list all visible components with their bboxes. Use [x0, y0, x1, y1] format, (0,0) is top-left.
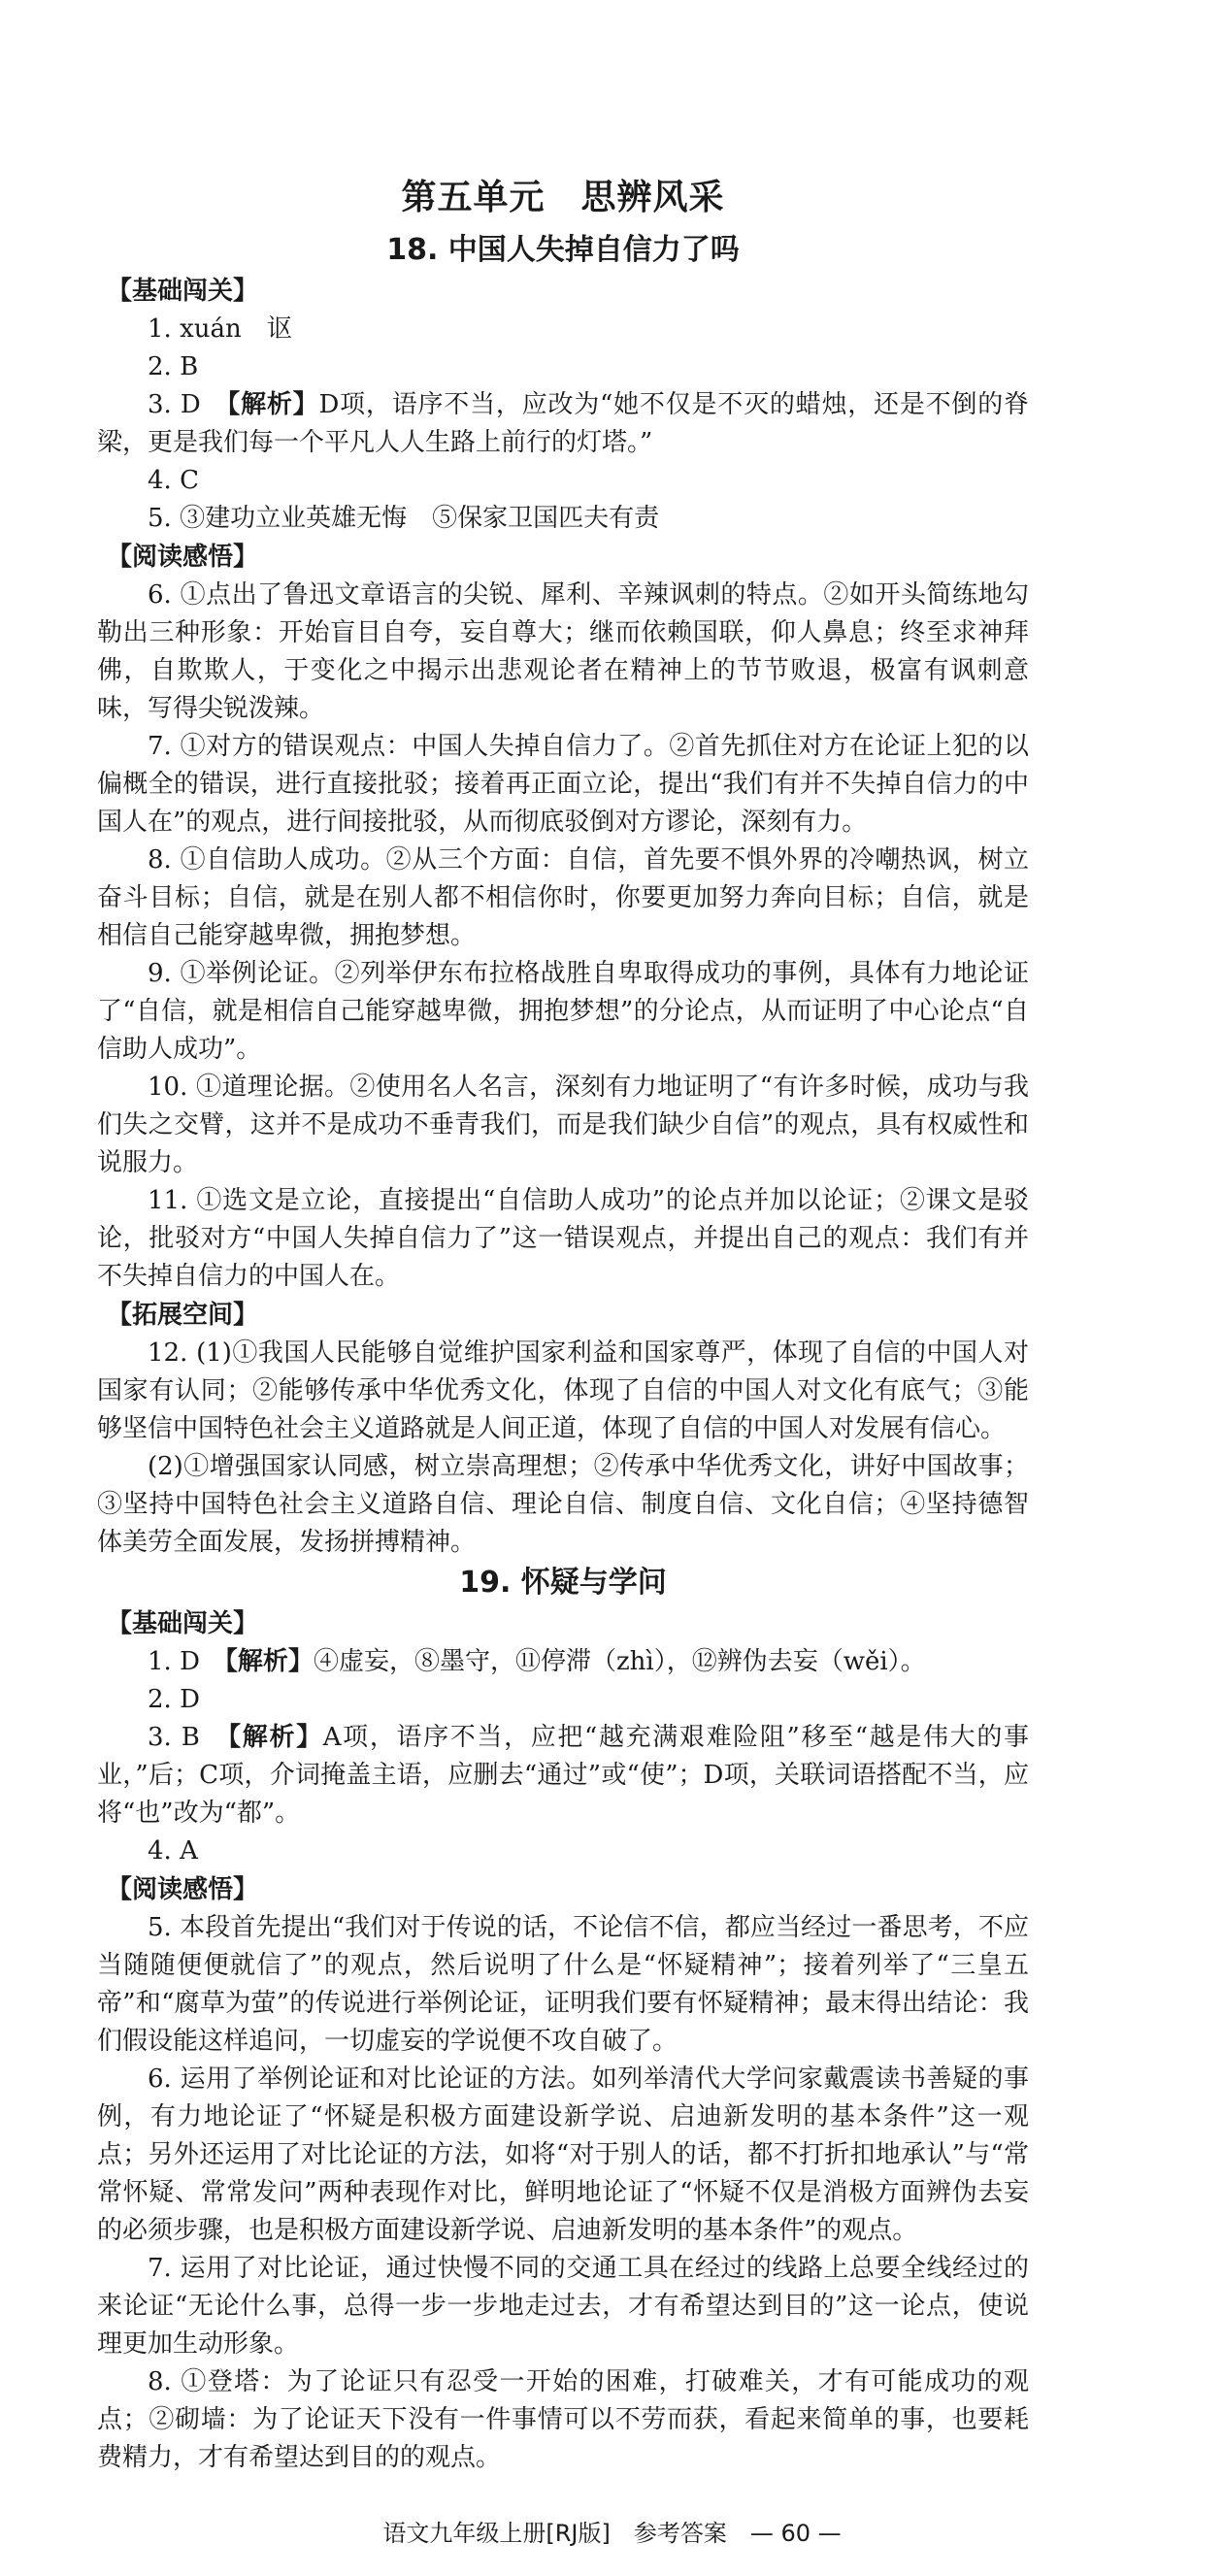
answer-item: [97, 500, 1029, 538]
answer-number: 3. D: [148, 390, 228, 419]
answer-item: [97, 1909, 1029, 2061]
section-heading: 【拓展空间】: [107, 1301, 259, 1330]
answer-text: 10. ①道理论据。②使用名人名言，深刻有力地证明了“有许多时候，成功与我们失之交臂，这并不是成功不垂青我们，而是我们缺少自信”的观点，具有权威性和说服力。: [97, 1073, 1030, 1177]
answer-text: 4. A: [148, 1836, 198, 1866]
answer-text: 12. (1)①我国人民能够自觉维护国家利益和国家尊严，体现了自信的中国人对国家有认同；②能够传承中华优秀文化，体现了自信的中国人对文化有底气；③能够坚信中国特色社会主义道路就是人间正道，体现了自信的中国人对发展有信心。: [97, 1338, 1029, 1443]
page-content: [97, 175, 1029, 2477]
answer-number: 1. D: [148, 1647, 225, 1676]
answer-text: 5. 本段首先提出“我们对于传说的话，不论信不信，都应当经过一番思考，不应当随随便便就信了”的观点，然后说明了什么是“怀疑精神”；接着列举了“三皇五帝”和“腐草为萤”的传说进行举例论证，证明我们要有怀疑精神；最末得出结论：我们假设能这样追问，一切虚妄的学说便不攻自破了。: [97, 1913, 1029, 2056]
answer-text: 6. ①点出了鲁迅文章语言的尖锐、犀利、辛辣讽刺的特点。②如开头简练地勾勒出三种形象：开始盲目自夸，妄自尊大；继而依赖国联，仰人鼻息；终至求神拜佛，自欺欺人，于变化之中揭示出悲观论者在精神上的节节败退，极富有讽刺意味，写得尖锐泼辣。: [97, 580, 1029, 723]
answer-text: (2)①增强国家认同感，树立崇高理想；②传承中华优秀文化，讲好中国故事；③坚持中国特色社会主义道路自信、理论自信、制度自信、文化自信；④坚持德智体美劳全面发展，发扬拼搏精神。: [97, 1452, 1029, 1557]
section-heading: 【阅读感悟】: [107, 543, 259, 572]
answer-item: [97, 1719, 1029, 1833]
section-heading: 【基础闯关】: [107, 1609, 259, 1638]
answer-item: [97, 1448, 1029, 1562]
lesson-title: 18. 中国人失掉自信力了吗: [386, 233, 740, 267]
answer-item: [97, 2363, 1029, 2477]
answer-text: 4. C: [148, 466, 199, 495]
unit-title: 第五单元 思辨风采: [401, 178, 725, 217]
answer-text: 8. ①登塔：为了论证只有忍受一开始的困难，打破难关，才有可能成功的观点；②砌墙：为了论证天下没有一件事情可以不劳而获，看起来简单的事，也要耗费精力，才有希望达到目的的观点。: [97, 2367, 1029, 2472]
answer-item: [97, 2250, 1029, 2363]
answer-text: 2. D: [148, 1685, 200, 1714]
analysis-tag: 【解析】: [227, 390, 319, 419]
section-heading: 【阅读感悟】: [107, 1875, 259, 1904]
analysis-tag: 【解析】: [228, 1723, 323, 1752]
answer-item: [97, 348, 1029, 386]
answer-item: [97, 1069, 1029, 1182]
answer-item: [97, 1681, 1029, 1719]
answer-item: [97, 1643, 1029, 1681]
answer-number: 3. B: [148, 1723, 229, 1752]
answer-item: [97, 577, 1029, 728]
answer-item: [97, 311, 1029, 348]
answer-item: [97, 1335, 1029, 1448]
answer-item: [97, 728, 1029, 842]
answer-text: 1. xuán 讴: [148, 314, 292, 344]
analysis-tag: 【解析】: [224, 1647, 314, 1676]
lesson-title: 19. 怀疑与学问: [459, 1566, 667, 1600]
answer-text: 2. B: [148, 352, 199, 381]
answer-text: D项，语序不当，应改为“她不仅是不灭的蜡烛，还是不倒的脊梁，更是我们每一个平凡人人生路上前行的灯塔。”: [97, 390, 1029, 457]
answer-text: A项，语序不当，应把“越充满艰难险阻”移至“越是伟大的事业，”后；C项，介词掩盖主语，应删去“通过”或“使”；D项，关联词语搭配不当，应将“也”改为“都”。: [97, 1723, 1029, 1828]
answer-item: [97, 462, 1029, 500]
section-heading: 【基础闯关】: [107, 277, 259, 306]
answer-text: ④虚妄，⑧墨守，⑪停滞（zhì），⑫辨伪去妄（wěi）。: [313, 1647, 926, 1676]
answer-item: [97, 386, 1029, 462]
answer-item: [97, 1182, 1029, 1296]
answer-item: [97, 955, 1029, 1069]
answer-item: [97, 2061, 1029, 2250]
answer-item: [97, 842, 1029, 955]
answer-text: 6. 运用了举例论证和对比论证的方法。如列举清代大学问家戴震读书善疑的事例，有力地论证了“怀疑是积极方面建设新学说、启迪新发明的基本条件”这一观点；另外还运用了对比论证的方法，如将“对于别人的话，都不打折扣地承认”与“常常怀疑、常常发问”两种表现作对比，鲜明地论证了“怀疑不仅是消极方面辨伪去妄的必须步骤，也是积极方面建设新学说、启迪新发明的基本条件”的观点。: [97, 2064, 1029, 2245]
answer-text: 8. ①自信助人成功。②从三个方面：自信，首先要不惧外界的冷嘲热讽，树立奋斗目标；自信，就是在别人都不相信你时，你要更加努力奔向目标；自信，就是相信自己能穿越卑微，拥抱梦想。: [97, 845, 1029, 950]
answer-item: [97, 1833, 1029, 1870]
page-footer: 语文九年级上册[RJ版] 参考答案 — 60 —: [382, 2520, 842, 2547]
answer-text: 5. ③建功立业英雄无悔 ⑤保家卫国匹夫有责: [148, 504, 660, 533]
answer-text: 7. ①对方的错误观点：中国人失掉自信力了。②首先抓住对方在论证上犯的以偏概全的错误，进行直接批驳；接着再正面立论，提出“我们有并不失掉自信力的中国人在”的观点，进行间接批驳，从而彻底驳倒对方谬论，深刻有力。: [97, 732, 1029, 837]
answer-text: 7. 运用了对比论证，通过快慢不同的交通工具在经过的线路上总要全线经过的来论证“无论什么事，总得一步一步地走过去，才有希望达到目的”这一论点，使说理更加生动形象。: [97, 2254, 1029, 2359]
answer-text: 9. ①举例论证。②列举伊东布拉格战胜自卑取得成功的事例，具体有力地论证了“自信，就是相信自己能穿越卑微，拥抱梦想”的分论点，从而证明了中心论点“自信助人成功”。: [97, 959, 1029, 1064]
answer-text: 11. ①选文是立论，直接提出“自信助人成功”的论点并加以论证；②课文是驳论，批驳对方“中国人失掉自信力了”这一错误观点，并提出自己的观点：我们有并不失掉自信力的中国人在。: [97, 1186, 1029, 1291]
